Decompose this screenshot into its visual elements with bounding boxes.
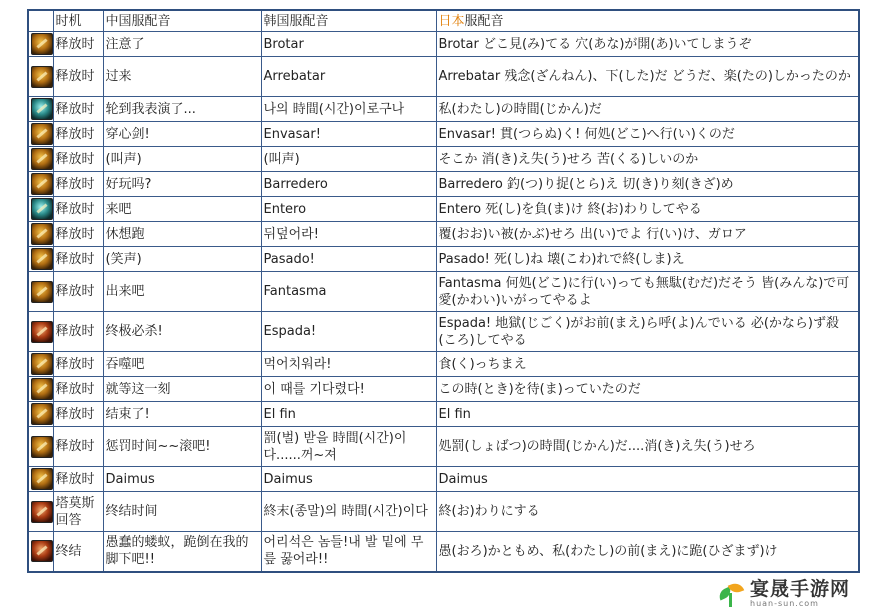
table-row (28, 532, 859, 572)
skill-icon-cell (28, 57, 53, 97)
kr-voice-cell: 이 때를 기다렸다! (261, 377, 436, 402)
timing-cell: 释放时 (53, 272, 103, 312)
timing-cell: 释放时 (53, 32, 103, 57)
header-cn-voice: 中国服配音 (103, 10, 261, 32)
table-row (28, 492, 859, 532)
gold-skill-icon (31, 378, 53, 400)
jp-voice-cell: Envasar! 貫(つらぬ)く! 何処(どこ)へ行(い)くのだ (436, 122, 859, 147)
kr-voice-cell: 終末(종말)의 時間(시간)이다 (261, 492, 436, 532)
cn-voice-cell: 愚蠢的蝼蚁，跪倒在我的脚下吧!! (103, 532, 261, 572)
watermark-url: huan-sun.com (750, 599, 819, 608)
gold-skill-icon (31, 403, 53, 425)
table-row (28, 122, 859, 147)
gold-skill-icon (31, 468, 53, 490)
cn-voice-cell: 就等这一刻 (103, 377, 261, 402)
jp-voice-cell: Espada! 地獄(じごく)がお前(まえ)ら呼(よ)んでいる 必(かなら)ず殺(ころ)してやる (436, 312, 859, 352)
timing-cell: 释放时 (53, 312, 103, 352)
kr-voice-cell: Brotar (261, 32, 436, 57)
jp-voice-cell: Fantasma 何処(どこ)に行(い)っても無駄(むだ)だそう 皆(みんな)で可愛(かわい)いがってやるよ (436, 272, 859, 312)
kr-voice-cell: Pasado! (261, 247, 436, 272)
timing-cell: 释放时 (53, 147, 103, 172)
table-row (28, 147, 859, 172)
skill-icon-cell (28, 247, 53, 272)
jp-voice-cell: 愚(おろ)かともめ、私(わたし)の前(まえ)に跪(ひざまず)け (436, 532, 859, 572)
kr-voice-cell: Arrebatar (261, 57, 436, 97)
cn-voice-cell: 来吧 (103, 197, 261, 222)
gold-skill-icon (31, 248, 53, 270)
kr-voice-cell: Daimus (261, 467, 436, 492)
skill-icon-cell (28, 97, 53, 122)
cn-voice-cell: (笑声) (103, 247, 261, 272)
jp-voice-cell: 私(わたし)の時間(じかん)だ (436, 97, 859, 122)
red-skill-icon (31, 540, 53, 562)
table-row (28, 312, 859, 352)
table-row (28, 272, 859, 312)
kr-voice-cell: Entero (261, 197, 436, 222)
table-row (28, 97, 859, 122)
table-row (28, 57, 859, 97)
kr-voice-cell: Barredero (261, 172, 436, 197)
teal-skill-icon (31, 98, 53, 120)
timing-cell: 释放时 (53, 197, 103, 222)
skill-icon-cell (28, 427, 53, 467)
table-header-row (28, 10, 859, 32)
skill-icon-cell (28, 122, 53, 147)
skill-icon-cell (28, 147, 53, 172)
table-row (28, 377, 859, 402)
jp-voice-cell: Pasado! 死(し)ね 壊(こわ)れで終(しま)え (436, 247, 859, 272)
cn-voice-cell: Daimus (103, 467, 261, 492)
cn-voice-cell: 惩罚时间~~滚吧! (103, 427, 261, 467)
jp-voice-cell: El fin (436, 402, 859, 427)
watermark-name: 宴晟手游网 (750, 578, 851, 600)
jp-voice-cell: Arrebatar 残念(ざんねん)、下(した)だ どうだ、楽(たの)しかったのか (436, 57, 859, 97)
table-row (28, 247, 859, 272)
cn-voice-cell: 出来吧 (103, 272, 261, 312)
kr-voice-cell: Envasar! (261, 122, 436, 147)
red-skill-icon (31, 501, 53, 523)
gold-skill-icon (31, 436, 53, 458)
cn-voice-cell: 轮到我表演了... (103, 97, 261, 122)
kr-voice-cell: Fantasma (261, 272, 436, 312)
skill-icon-cell (28, 197, 53, 222)
gold-skill-icon (31, 353, 53, 375)
jp-voice-cell: 終(お)わりにする (436, 492, 859, 532)
table-row (28, 32, 859, 57)
gold-skill-icon (31, 223, 53, 245)
skill-icon-cell (28, 312, 53, 352)
jp-voice-cell: この時(とき)を待(ま)っていたのだ (436, 377, 859, 402)
kr-voice-cell: 먹어치워라! (261, 352, 436, 377)
table-row (28, 172, 859, 197)
gold-skill-icon (31, 33, 53, 55)
skill-icon-cell (28, 467, 53, 492)
table-row (28, 402, 859, 427)
jp-voice-cell: 食(く)っちまえ (436, 352, 859, 377)
kr-voice-cell: 나의 時間(시간)이로구나 (261, 97, 436, 122)
gold-skill-icon (31, 148, 53, 170)
cn-voice-cell: 穿心剑! (103, 122, 261, 147)
skill-icon-cell (28, 222, 53, 247)
timing-cell: 塔莫斯回答 (53, 492, 103, 532)
cn-voice-cell: 终极必杀! (103, 312, 261, 352)
timing-cell: 释放时 (53, 97, 103, 122)
skill-icon-cell (28, 32, 53, 57)
kr-voice-cell: 어리석은 놈들!내 발 밑에 무릎 꿇어라!! (261, 532, 436, 572)
timing-cell: 释放时 (53, 427, 103, 467)
table-row (28, 352, 859, 377)
timing-cell: 释放时 (53, 467, 103, 492)
gold-skill-icon (31, 123, 53, 145)
jp-voice-cell: Barredero 釣(つ)り捉(とら)え 切(き)り刻(きざ)め (436, 172, 859, 197)
skill-icon-cell (28, 402, 53, 427)
cn-voice-cell: 吞噬吧 (103, 352, 261, 377)
cn-voice-cell: 过来 (103, 57, 261, 97)
skill-icon-cell (28, 492, 53, 532)
gold-skill-icon (31, 66, 53, 88)
jp-voice-cell: 覆(おお)い被(かぶ)せろ 出(い)でよ 行(い)け、ガロア (436, 222, 859, 247)
timing-cell: 释放时 (53, 402, 103, 427)
table-row (28, 197, 859, 222)
cn-voice-cell: 结束了! (103, 402, 261, 427)
jp-voice-cell: Daimus (436, 467, 859, 492)
header-icon-cell (28, 10, 53, 32)
teal-skill-icon (31, 198, 53, 220)
cn-voice-cell: (叫声) (103, 147, 261, 172)
timing-cell: 释放时 (53, 172, 103, 197)
cn-voice-cell: 注意了 (103, 32, 261, 57)
header-timing: 时机 (53, 10, 103, 32)
header-kr-voice: 韩国服配音 (261, 10, 436, 32)
timing-cell: 释放时 (53, 57, 103, 97)
kr-voice-cell: El fin (261, 402, 436, 427)
timing-cell: 释放时 (53, 247, 103, 272)
header-jp-highlight: 日本 (438, 13, 465, 29)
kr-voice-cell: Espada! (261, 312, 436, 352)
jp-voice-cell: 処罰(しょばつ)の時間(じかん)だ....消(き)え失(う)せろ (436, 427, 859, 467)
kr-voice-cell: 뒤덮어라! (261, 222, 436, 247)
cn-voice-cell: 终结时间 (103, 492, 261, 532)
timing-cell: 释放时 (53, 222, 103, 247)
table-row (28, 222, 859, 247)
skill-icon-cell (28, 272, 53, 312)
header-jp-suffix: 服配音 (464, 13, 504, 29)
table-row (28, 427, 859, 467)
skill-icon-cell (28, 377, 53, 402)
timing-cell: 释放时 (53, 377, 103, 402)
site-watermark (710, 574, 880, 614)
jp-voice-cell: Entero 死(し)を負(ま)け 終(お)わりしてやる (436, 197, 859, 222)
skill-icon-cell (28, 172, 53, 197)
table-row (28, 467, 859, 492)
kr-voice-cell: 罰(벌) 받을 時間(시간)이다......꺼~져 (261, 427, 436, 467)
timing-cell: 终结 (53, 532, 103, 572)
red-skill-icon (31, 321, 53, 343)
gold-skill-icon (31, 281, 53, 303)
skill-icon-cell (28, 532, 53, 572)
leaf-logo-icon (716, 579, 746, 609)
skill-icon-cell (28, 352, 53, 377)
header-jp-voice (436, 10, 859, 32)
cn-voice-cell: 好玩吗? (103, 172, 261, 197)
kr-voice-cell: (叫声) (261, 147, 436, 172)
timing-cell: 释放时 (53, 122, 103, 147)
timing-cell: 释放时 (53, 352, 103, 377)
jp-voice-cell: Brotar どこ見(み)てる 穴(あな)が開(あ)いてしまうぞ (436, 32, 859, 57)
gold-skill-icon (31, 173, 53, 195)
voice-lines-table (27, 9, 860, 573)
jp-voice-cell: そこか 消(き)え失(う)せろ 苦(くる)しいのか (436, 147, 859, 172)
cn-voice-cell: 休想跑 (103, 222, 261, 247)
